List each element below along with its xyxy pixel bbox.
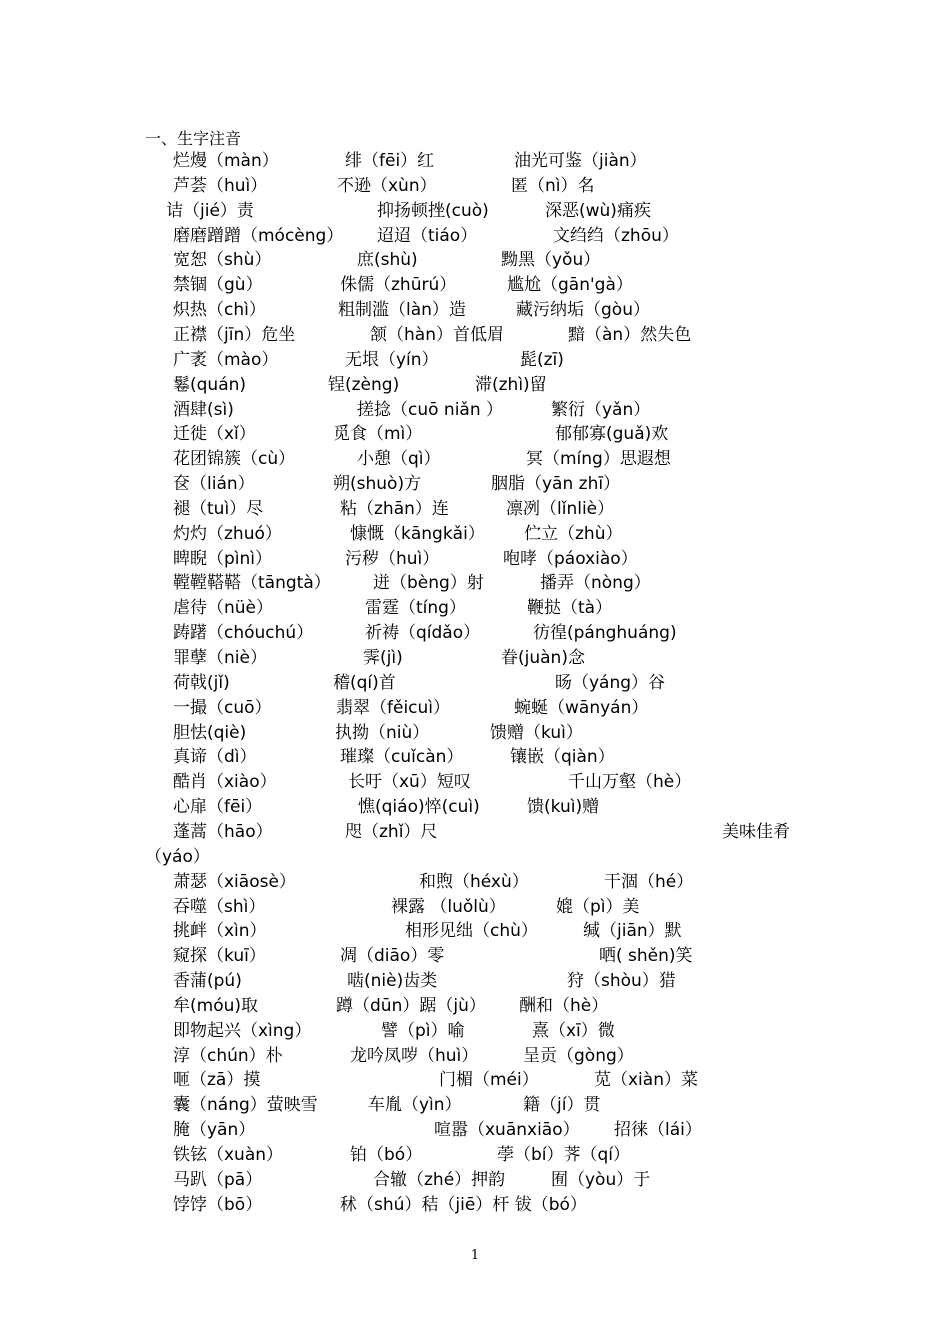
vocab-entry: 蜿蜒（wānyán） (514, 697, 649, 718)
vocab-entry: 馈赠（kuì） (490, 722, 583, 743)
vocab-entry: 正襟（jīn）危坐 (173, 324, 296, 345)
vocab-row (0, 596, 950, 620)
vocab-entry: 粗制滥（làn）造 (338, 300, 466, 321)
vocab-row (0, 447, 950, 471)
vocab-row (0, 1143, 950, 1167)
vocab-row (0, 919, 950, 943)
vocab-row (0, 547, 950, 571)
vocab-entry: 匿（nì）名 (511, 175, 595, 196)
vocab-entry: 譬（pì）喻 (381, 1020, 465, 1041)
vocab-row (0, 149, 950, 173)
vocab-row (0, 795, 950, 819)
vocab-entry: 罪孽（niè） (173, 648, 267, 668)
vocab-entry: 咫（zhǐ）尺 (345, 821, 438, 842)
vocab-entry: 鬈(quán) (173, 374, 247, 395)
vocab-entry: 搓捻（cuō niǎn ） (357, 399, 504, 420)
vocab-row (0, 472, 950, 496)
vocab-entry: 秫（shú）秸（jiē）杆 钹（bó） (340, 1194, 587, 1215)
vocab-entry: 文绉绉（zhōu） (553, 225, 679, 246)
vocab-entry: 祈祷（qídǎo） (365, 623, 481, 644)
vocab-entry: 憔(qiáo)悴(cuì) (358, 797, 480, 818)
vocab-entry: 苋（xiàn）菜 (594, 1070, 698, 1091)
vocab-entry: 粘（zhān）连 (340, 498, 449, 519)
vocab-entry: 旸（yáng）谷 (555, 672, 666, 693)
vocab-entry: 锃(zèng) (328, 374, 400, 395)
vocab-entry: 藏污纳垢（gòu） (516, 300, 650, 321)
vocab-entry: 眷(juàn)念 (501, 648, 585, 668)
vocab-entry: 禁锢（gù） (173, 275, 263, 296)
vocab-row (0, 522, 950, 546)
vocab-entry: 荷戟(jǐ) (173, 672, 230, 693)
vocab-row (0, 969, 950, 993)
vocab-entry: 无垠（yín） (345, 349, 439, 370)
vocab-entry: 狩（shòu）猎 (567, 971, 676, 992)
vocab-entry: 窥探（kuī） (173, 946, 266, 967)
vocab-entry: 囊（náng）萤映雪 (173, 1095, 318, 1116)
vocab-entry: 相形见绌（chù） (405, 921, 538, 942)
vocab-row (0, 1044, 950, 1068)
vocab-entry: 凛冽（lǐnliè） (506, 498, 615, 519)
vocab-entry: 媲（pì）美 (556, 896, 640, 917)
vocab-entry: 蹲（dūn）踞（jù） (336, 995, 486, 1016)
vocab-entry: 即物起兴（xìng） (173, 1020, 312, 1041)
vocab-entry: 小憩（qì） (357, 449, 441, 470)
page-number: 1 (470, 1248, 480, 1263)
vocab-entry: 庶(shù) (357, 250, 418, 271)
vocab-entry: 美味佳肴 (722, 821, 790, 842)
vocab-entry: 花团锦簇（cù） (173, 449, 296, 470)
vocab-row (0, 895, 950, 919)
vocab-entry: 牟(móu)取 (173, 995, 258, 1016)
vocab-entry: 髭(zī) (520, 349, 564, 370)
vocab-entry: 哂( shěn)笑 (599, 946, 693, 967)
vocab-entry: 睥睨（pìnì） (173, 548, 273, 569)
vocab-row (0, 1168, 950, 1192)
vocab-entry: 胭脂（yān zhī） (491, 474, 621, 495)
vocab-entry: 黝黑（yǒu） (501, 250, 601, 271)
vocab-row (0, 721, 950, 745)
vocab-entry: 颔（hàn）首低眉 (370, 324, 504, 345)
vocab-entry: 蓬蒿（hāo） (173, 821, 273, 842)
vocab-entry: 酒肆(sì) (173, 399, 234, 420)
vocab-entry: 龙吟凤哕（huì） (350, 1045, 479, 1066)
vocab-entry: 香蒲(pú) (173, 971, 242, 992)
vocab-entry: 朔(shuò)方 (333, 474, 422, 495)
vocab-entry: 深恶(wù)痛疾 (545, 200, 651, 221)
vocab-entry: 馈(kuì)赠 (527, 797, 600, 818)
vocab-row (0, 248, 950, 272)
vocab-entry: 招徕（lái） (614, 1120, 702, 1141)
vocab-entry: 挑衅（xìn） (173, 921, 267, 942)
vocab-entry: 熹（xī）微 (532, 1020, 615, 1041)
vocab-entry: 镶嵌（qiàn） (510, 747, 615, 768)
vocab-row (0, 373, 950, 397)
vocab-row (0, 944, 950, 968)
vocab-entry: 酷肖（xiào） (173, 772, 277, 793)
vocab-row (0, 348, 950, 372)
vocab-entry: 宽恕（shù） (173, 250, 272, 271)
vocab-entry: 璀璨（cuǐcàn） (340, 747, 464, 768)
vocab-row (0, 621, 950, 645)
vocab-entry: 心扉（fēi） (173, 797, 263, 818)
vocab-entry: 饽饽（bō） (173, 1194, 263, 1215)
vocab-entry: 迁徙（xǐ） (173, 424, 256, 445)
vocab-row (0, 199, 950, 223)
vocab-row (0, 497, 950, 521)
vocab-row (0, 323, 950, 347)
vocab-entry: 门楣（méi） (439, 1070, 539, 1091)
vocab-entry: 污秽（huì） (345, 548, 440, 569)
vocab-entry: 播弄（nòng） (540, 573, 651, 594)
vocab-row (0, 571, 950, 595)
vocab-entry: 咂（zā）摸 (173, 1070, 261, 1091)
vocab-entry: 马趴（pā） (173, 1169, 263, 1190)
vocab-entry: 合辙（zhé）押韵 (373, 1169, 506, 1190)
vocab-entry: 呈贡（gòng） (523, 1045, 634, 1066)
vocab-entry: 不逊（xùn） (337, 175, 437, 196)
vocab-entry: 烂熳（màn） (173, 151, 279, 171)
vocab-entry: 腌（yān） (173, 1120, 256, 1141)
vocab-entry: 喧嚣（xuānxiāo） (434, 1120, 580, 1141)
vocab-entry: 凋（diāo）零 (340, 946, 445, 967)
vocab-entry: 翡翠（fěicuì） (336, 697, 451, 718)
vocab-entry: 啮(niè)齿类 (347, 971, 438, 992)
vocab-row (0, 224, 950, 248)
vocab-entry: 一撮（cuō） (173, 697, 272, 718)
vocab-row (0, 1193, 950, 1217)
vocab-entry: 冥（míng）思遐想 (526, 449, 671, 470)
vocab-entry: 真谛（dì） (173, 747, 257, 768)
vocab-entry: 奁（lián） (173, 474, 255, 495)
vocab-entry: 鞭挞（tà） (527, 598, 613, 619)
vocab-entry: 车胤（yìn） (368, 1095, 462, 1116)
vocab-entry: 霁(jì) (363, 648, 403, 668)
vocab-entry: 抑扬顿挫(cuò) (377, 200, 489, 221)
vocab-row (0, 696, 950, 720)
vocab-entry: 诘（jié）责 (166, 200, 254, 221)
vocab-entry: 褪（tuì）尽 (173, 498, 264, 519)
vocab-entry: 迢迢（tiáo） (377, 225, 478, 246)
vocab-entry: 缄（jiān）默 (583, 921, 682, 942)
vocab-row (0, 273, 950, 297)
vocab-entry: 广袤（mào） (173, 349, 279, 370)
vocab-row (0, 845, 950, 869)
vocab-entry: 伫立（zhù） (524, 523, 623, 544)
vocab-entry: 胆怯(qiè) (173, 722, 247, 743)
vocab-row (0, 1118, 950, 1142)
vocab-entry: 籍（jí）贯 (523, 1095, 601, 1116)
vocab-entry: 囿（yòu）于 (551, 1169, 651, 1190)
vocab-row (0, 870, 950, 894)
vocab-row (0, 994, 950, 1018)
vocab-entry: 干涸（hé） (604, 871, 694, 892)
vocab-entry: 和煦（héxù） (419, 871, 529, 892)
section-heading: 一、生字注音 (145, 129, 242, 148)
vocab-entry: 稽(qí)首 (333, 672, 396, 693)
vocab-entry: 铁铉（xuàn） (173, 1145, 284, 1165)
vocab-row (0, 174, 950, 198)
vocab-entry: 铂（bó） (350, 1145, 423, 1165)
vocab-entry: 觅食（mì） (333, 424, 423, 445)
vocab-row (0, 646, 950, 670)
vocab-entry: 郁郁寡(guǎ)欢 (555, 424, 669, 445)
vocab-entry: 咆哮（páoxiào） (503, 548, 638, 569)
vocab-row (0, 1019, 950, 1043)
vocab-entry: 滞(zhì)留 (475, 374, 547, 395)
vocab-entry: 黯（àn）然失色 (568, 324, 692, 345)
vocab-entry: 鞺鞺鞳鞳（tāngtà） (173, 573, 331, 594)
vocab-entry: 油光可鉴（jiàn） (514, 151, 647, 171)
vocab-row (0, 745, 950, 769)
vocab-entry: 千山万壑（hè） (568, 772, 692, 793)
vocab-entry: 磨磨蹭蹭（mócèng） (173, 225, 344, 246)
vocab-row (0, 422, 950, 446)
vocab-entry: 芦荟（huì） (173, 175, 268, 196)
vocab-entry: 吞噬（shì） (173, 896, 266, 917)
vocab-row (0, 820, 950, 844)
vocab-row (0, 1093, 950, 1117)
vocab-entry: 虐待（nüè） (173, 598, 274, 619)
vocab-entry: 侏儒（zhūrú） (340, 275, 457, 296)
vocab-row (0, 1068, 950, 1092)
vocab-entry: 裸露 （luǒlù） (391, 896, 506, 917)
vocab-entry: 执拗（niù） (335, 722, 430, 743)
vocab-entry: 萧瑟（xiāosè） (173, 871, 296, 892)
vocab-row (0, 671, 950, 695)
vocab-entry: 长吁（xū）短叹 (348, 772, 471, 793)
vocab-entry: 荸（bí）荠（qí） (497, 1145, 631, 1165)
vocab-entry: 酬和（hè） (519, 995, 609, 1016)
vocab-entry: （yáo） (145, 846, 210, 867)
vocab-entry: 迸（bèng）射 (373, 573, 484, 594)
vocab-entry: 淳（chún）朴 (173, 1045, 283, 1066)
vocab-entry: 尴尬（gān'gà） (507, 275, 633, 296)
vocab-row (0, 398, 950, 422)
vocab-entry: 绯（fēi）红 (345, 151, 435, 171)
vocab-entry: 慷慨（kāngkǎi） (350, 523, 485, 544)
vocab-entry: 炽热（chì） (173, 300, 266, 321)
vocab-entry: 繁衍（yǎn） (551, 399, 651, 420)
vocab-entry: 彷徨(pánghuáng) (533, 623, 677, 644)
vocab-row (0, 770, 950, 794)
vocab-entry: 灼灼（zhuó） (173, 523, 282, 544)
vocab-entry: 雷霆（tíng） (365, 598, 466, 619)
vocab-entry: 踌躇（chóuchú） (173, 623, 314, 644)
vocab-row (0, 298, 950, 322)
